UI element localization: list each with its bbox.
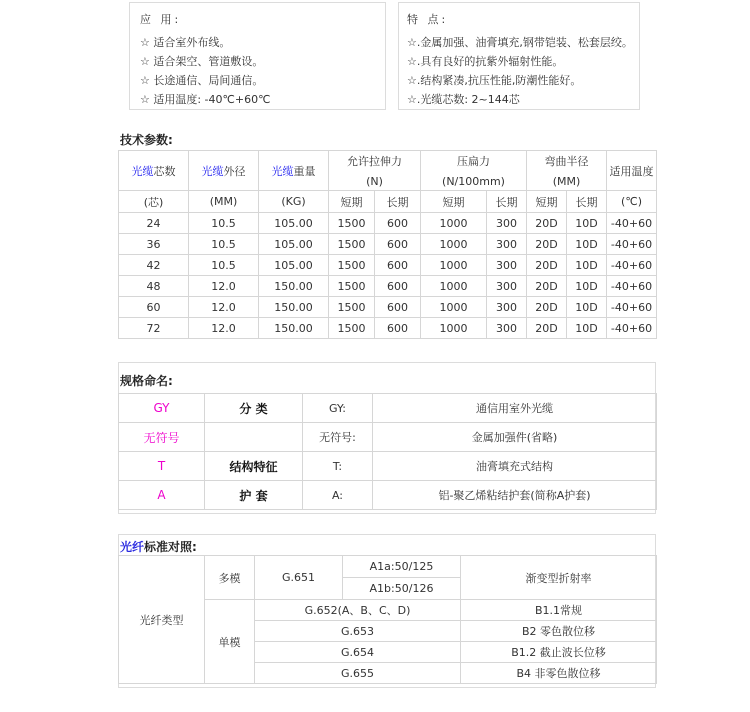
- table-cell: 12.0: [189, 297, 259, 318]
- application-box: [129, 2, 386, 110]
- sm-description: B4 非零色散位移: [461, 663, 657, 684]
- table-cell: 600: [375, 318, 421, 339]
- features-item: ☆.金属加强、油膏填充,钢带铠装、松套层绞。: [407, 36, 633, 49]
- table-cell: 20D: [527, 318, 567, 339]
- fiber-table: [118, 555, 657, 684]
- table-cell: 10.5: [189, 234, 259, 255]
- table-cell: 24: [119, 213, 189, 234]
- unit-weight: (KG): [259, 191, 329, 213]
- unit-temp: (℃): [607, 191, 657, 213]
- table-cell: 10D: [567, 213, 607, 234]
- tech-table: [118, 150, 657, 339]
- sm-standard: G.652(A、B、C、D): [255, 600, 461, 621]
- table-cell: 105.00: [259, 213, 329, 234]
- tech-title: 技术参数:: [120, 133, 173, 147]
- header-tensile: 允许拉伸力 (N): [329, 151, 421, 191]
- table-cell: 600: [375, 234, 421, 255]
- table-cell: 1500: [329, 213, 375, 234]
- naming-name: 分 类: [205, 394, 303, 423]
- unit-od: (MM): [189, 191, 259, 213]
- table-cell: 1000: [421, 255, 487, 276]
- application-item: ☆ 适合架空、管道敷设。: [140, 55, 264, 68]
- naming-code: GY: [119, 394, 205, 423]
- header-crush: 压扁力 (N/100mm): [421, 151, 527, 191]
- application-item: ☆ 适用温度: -40℃+60℃: [140, 93, 271, 106]
- table-row: [119, 276, 657, 297]
- application-item: ☆ 长途通信、局间通信。: [140, 74, 264, 87]
- header-od: 光缆外径: [189, 151, 259, 191]
- table-cell: 20D: [527, 213, 567, 234]
- naming-code: A: [119, 481, 205, 510]
- table-cell: 1000: [421, 213, 487, 234]
- table-cell: 300: [487, 276, 527, 297]
- table-cell: 600: [375, 276, 421, 297]
- naming-row: [119, 481, 657, 510]
- naming-code: 无符号: [119, 423, 205, 452]
- features-title: 特 点:: [407, 13, 449, 26]
- table-cell: 20D: [527, 297, 567, 318]
- table-cell: 10D: [567, 297, 607, 318]
- a1b-label: A1b:50/126: [343, 578, 461, 600]
- table-cell: -40+60: [607, 318, 657, 339]
- naming-key: 无符号:: [303, 423, 373, 452]
- table-cell: 12.0: [189, 276, 259, 297]
- table-row: [119, 213, 657, 234]
- table-cell: -40+60: [607, 255, 657, 276]
- long-label: 长期: [567, 191, 607, 213]
- naming-desc: 金属加强件(省略): [373, 423, 657, 452]
- table-cell: 10D: [567, 276, 607, 297]
- table-cell: 300: [487, 255, 527, 276]
- naming-title: 规格命名:: [120, 374, 173, 388]
- multimode-label: 多模: [205, 556, 255, 600]
- table-cell: 10D: [567, 318, 607, 339]
- table-cell: 150.00: [259, 297, 329, 318]
- table-cell: 600: [375, 255, 421, 276]
- table-cell: 150.00: [259, 276, 329, 297]
- graded-index-label: 渐变型折射率: [461, 556, 657, 600]
- naming-name: 护 套: [205, 481, 303, 510]
- table-cell: 20D: [527, 276, 567, 297]
- long-label: 长期: [375, 191, 421, 213]
- table-cell: 1500: [329, 234, 375, 255]
- table-cell: 60: [119, 297, 189, 318]
- table-cell: 48: [119, 276, 189, 297]
- sm-standard: G.654: [255, 642, 461, 663]
- singlemode-label: 单模: [205, 600, 255, 684]
- sm-description: B1.1常规: [461, 600, 657, 621]
- naming-key: A:: [303, 481, 373, 510]
- table-cell: 105.00: [259, 255, 329, 276]
- table-row: [119, 234, 657, 255]
- table-cell: 1000: [421, 297, 487, 318]
- table-row: [119, 297, 657, 318]
- g651-label: G.651: [255, 556, 343, 600]
- table-cell: 300: [487, 318, 527, 339]
- features-item: ☆.具有良好的抗紫外辐射性能。: [407, 55, 564, 68]
- table-cell: 10D: [567, 234, 607, 255]
- table-row: [119, 255, 657, 276]
- table-cell: 10.5: [189, 255, 259, 276]
- table-cell: 150.00: [259, 318, 329, 339]
- naming-key: T:: [303, 452, 373, 481]
- unit-core: (芯): [119, 191, 189, 213]
- table-cell: -40+60: [607, 213, 657, 234]
- table-cell: 12.0: [189, 318, 259, 339]
- sm-description: B1.2 截止波长位移: [461, 642, 657, 663]
- a1a-label: A1a:50/125: [343, 556, 461, 578]
- sm-description: B2 零色散位移: [461, 621, 657, 642]
- sm-standard: G.655: [255, 663, 461, 684]
- table-cell: 72: [119, 318, 189, 339]
- naming-row: [119, 423, 657, 452]
- short-label: 短期: [421, 191, 487, 213]
- header-bend: 弯曲半径 (MM): [527, 151, 607, 191]
- naming-code: T: [119, 452, 205, 481]
- naming-name: 结构特征: [205, 452, 303, 481]
- table-cell: 1500: [329, 318, 375, 339]
- table-cell: -40+60: [607, 276, 657, 297]
- table-cell: 20D: [527, 255, 567, 276]
- table-cell: 300: [487, 297, 527, 318]
- features-box: [398, 2, 640, 110]
- naming-desc: 铝-聚乙烯粘结护套(简称A护套): [373, 481, 657, 510]
- table-cell: -40+60: [607, 234, 657, 255]
- table-cell: 36: [119, 234, 189, 255]
- naming-table: [118, 393, 657, 510]
- table-cell: 20D: [527, 234, 567, 255]
- application-item: ☆ 适合室外布线。: [140, 36, 231, 49]
- features-item: ☆.光缆芯数: 2~144芯: [407, 93, 520, 106]
- naming-name: [205, 423, 303, 452]
- naming-row: [119, 394, 657, 423]
- table-cell: 10.5: [189, 213, 259, 234]
- fiber-type-label: 光纤类型: [119, 556, 205, 684]
- table-cell: 1000: [421, 318, 487, 339]
- naming-desc: 油膏填充式结构: [373, 452, 657, 481]
- naming-row: [119, 452, 657, 481]
- short-label: 短期: [527, 191, 567, 213]
- table-cell: 105.00: [259, 234, 329, 255]
- long-label: 长期: [487, 191, 527, 213]
- sm-standard: G.653: [255, 621, 461, 642]
- table-cell: 10D: [567, 255, 607, 276]
- table-cell: 42: [119, 255, 189, 276]
- naming-key: GY:: [303, 394, 373, 423]
- header-temp: 适用温度: [607, 151, 657, 191]
- header-core: 光缆芯数: [119, 151, 189, 191]
- header-weight: 光缆重量: [259, 151, 329, 191]
- table-cell: 1000: [421, 276, 487, 297]
- fiber-title: 光纤标准对照:: [120, 540, 197, 554]
- table-row: [119, 318, 657, 339]
- application-title: 应 用:: [140, 13, 182, 26]
- features-item: ☆.结构紧凑,抗压性能,防潮性能好。: [407, 74, 582, 87]
- table-cell: 300: [487, 234, 527, 255]
- table-cell: 1500: [329, 255, 375, 276]
- naming-desc: 通信用室外光缆: [373, 394, 657, 423]
- short-label: 短期: [329, 191, 375, 213]
- table-cell: 1000: [421, 234, 487, 255]
- table-cell: 1500: [329, 297, 375, 318]
- table-cell: 1500: [329, 276, 375, 297]
- table-cell: -40+60: [607, 297, 657, 318]
- table-cell: 600: [375, 297, 421, 318]
- table-cell: 300: [487, 213, 527, 234]
- table-cell: 600: [375, 213, 421, 234]
